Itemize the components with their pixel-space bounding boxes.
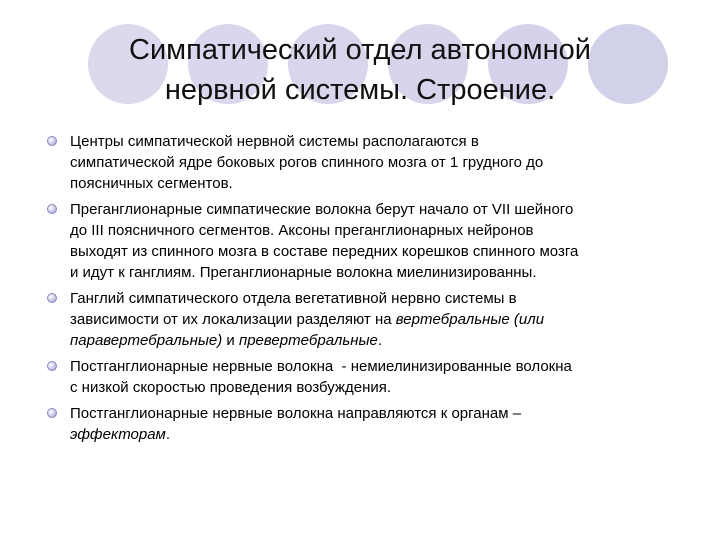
bullet-line [70,241,685,262]
title-line: нервной системы. Строение. [164,74,556,106]
bullet-item [45,131,685,194]
bullet-line [70,424,685,445]
bullet-line [70,262,685,283]
bullet-line [70,131,685,152]
bullet-line [70,199,685,220]
bullet-icon [47,136,57,146]
italic-term: вертебральные (или [395,311,545,328]
slide-title [40,30,680,110]
bullet-icon [47,361,57,371]
title-line: Симпатический отдел автономной [129,34,591,66]
bullet-line [70,403,685,424]
text-run: Центры симпатической нервной системы располагаются в [70,133,479,150]
text-run: Преганглионарные симпатические волокна берут начало от VII шейного [70,201,574,218]
bullet-line [70,173,685,194]
bullet-line [70,288,685,309]
bullet-line [70,377,685,398]
bullet-item [45,199,685,283]
bullet-item [45,288,685,351]
text-run: Ганглий симпатического отдела вегетативной нервно системы в [70,290,517,307]
italic-term: эффекторам [70,426,166,443]
text-run: до III поясничного сегментов. Аксоны преганглионарных нейронов [70,222,534,239]
bullet-list [45,131,685,450]
bullet-line [70,152,685,173]
text-run: Постганглионарные нервные волокна направляются к органам – [70,405,522,422]
text-run: и [222,332,239,349]
text-run: Постганглионарные нервные волокна - немиелинизированные волокна [70,358,572,375]
bullet-icon [47,408,57,418]
text-run: поясничных сегментов. [70,175,233,192]
text-run: . [377,332,383,349]
text-run: зависимости от их локализации разделяют на [70,311,396,328]
italic-term: паравертебральные) [70,332,223,349]
text-run: . [165,426,171,443]
bullet-icon [47,204,57,214]
bullet-item [45,356,685,398]
text-run: симпатической ядре боковых рогов спинного мозга от 1 грудного до [70,154,544,171]
bullet-line [70,330,685,351]
bullet-line [70,220,685,241]
text-run: с низкой скоростью проведения возбуждения. [70,379,392,396]
text-run: и идут к ганглиям. Преганглионарные волокна миелинизированны. [70,264,537,281]
text-run: выходят из спинного мозга в составе передних корешков спинного мозга [70,243,579,260]
bullet-line [70,309,685,330]
bullet-icon [47,293,57,303]
bullet-line [70,356,685,377]
italic-term: превертебральные [238,332,378,349]
bullet-item [45,403,685,445]
